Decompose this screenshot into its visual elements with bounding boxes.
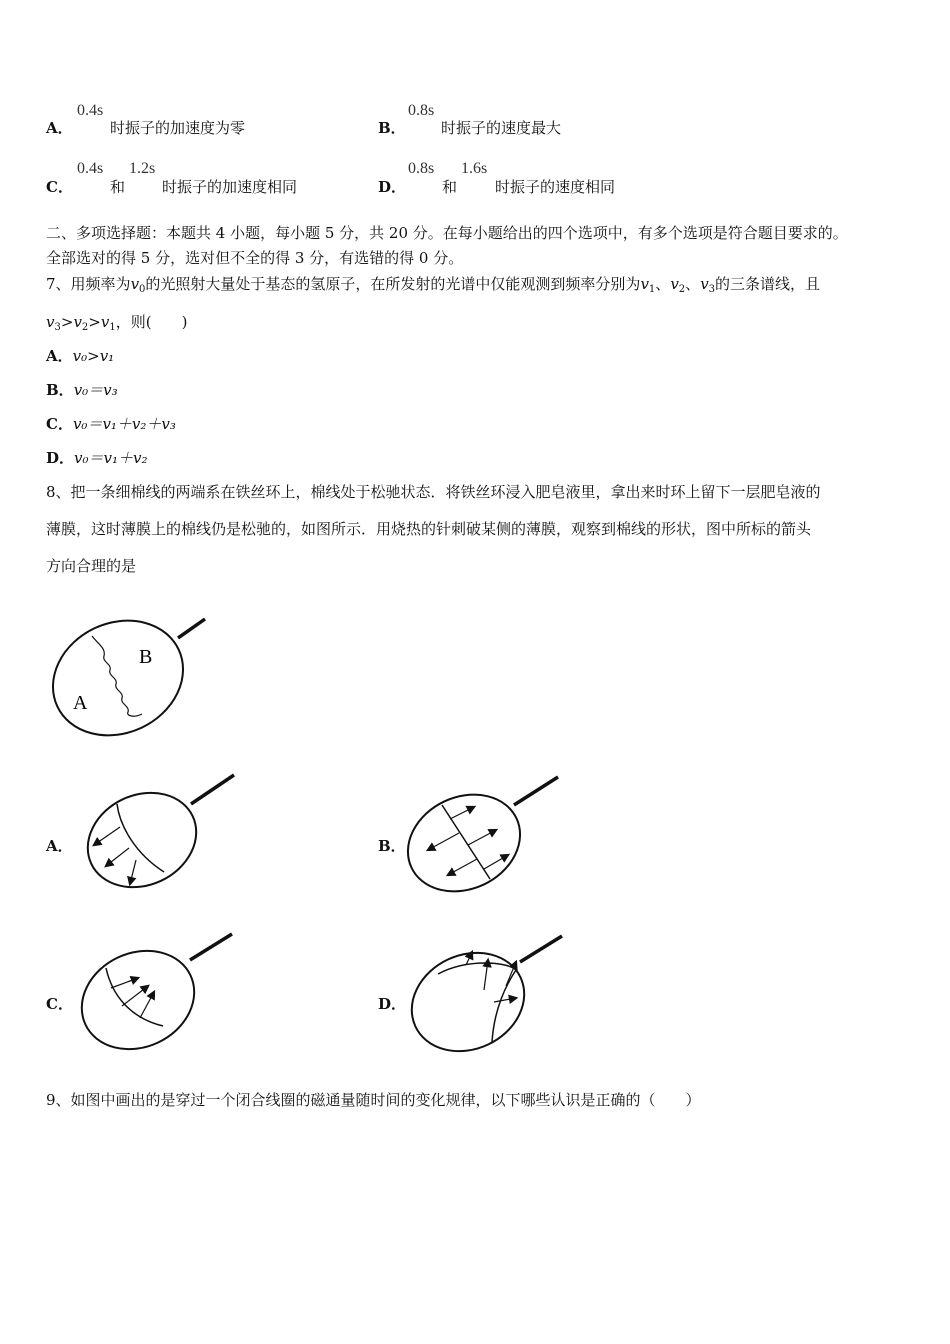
- q6-option-c-letter: C．: [46, 178, 73, 196]
- q6-option-d-letter: D．: [378, 178, 407, 196]
- q8-option-a-letter: A．: [46, 837, 73, 855]
- q8-option-d-letter: D．: [378, 995, 407, 1013]
- q7-option-a: A．v₀>v₁: [46, 347, 115, 365]
- q6-option-c-time1: 0.4s: [77, 160, 104, 177]
- q8-stem-line2: 薄膜，这时薄膜上的棉线仍是松驰的，如图所示．用烧热的针刺破某侧的薄膜，观察到棉线的形状，图中所标的箭头: [46, 520, 812, 538]
- q7-part1: 用频率为: [70, 275, 131, 293]
- q8-stem-line1: 8、把一条细棉线的两端系在铁丝环上，棉线处于松驰状态．将铁丝环浸入肥皂液里，拿出来时环上留下一层肥皂液的: [46, 483, 821, 501]
- q8-option-d-figure: [408, 932, 568, 1057]
- q7-num: 7、: [46, 275, 71, 293]
- q7-cond: ，则( ): [115, 313, 188, 331]
- q6-option-d-time2: 1.6s: [461, 160, 488, 177]
- q8-stem-line3: 方向合理的是: [46, 557, 137, 575]
- q8-main-figure: [40, 610, 220, 745]
- q7-option-d: D．v₀＝v₁＋v₂: [46, 449, 148, 467]
- q6-option-a-text: 时振子的加速度为零: [110, 119, 246, 137]
- q8-option-c-figure: [78, 930, 238, 1055]
- q8-option-b-letter: B．: [378, 837, 406, 855]
- q6-option-b-letter: B．: [378, 119, 406, 137]
- fig-label-b: B: [139, 646, 153, 668]
- q7-stem-line2: $v_3>v_2>v_1$，则( ): [46, 313, 188, 333]
- q6-option-d-time1: 0.8s: [408, 160, 435, 177]
- q6-option-c-time2: 1.2s: [129, 160, 156, 177]
- q6-option-d-and: 和: [442, 178, 458, 196]
- q7-part3: 的三条谱线，且: [715, 275, 821, 293]
- section2-heading-line2: 全部选对的得 5 分，选对但不全的得 3 分，有选错的得 0 分。: [46, 249, 464, 267]
- q7-option-c: C．v₀＝v₁＋v₂＋v₃: [46, 415, 176, 433]
- q6-option-a-time: 0.4s: [77, 102, 104, 119]
- q6-option-c-and: 和: [110, 178, 126, 196]
- fig-label-a: A: [73, 692, 88, 714]
- q8-option-a-figure: [84, 772, 239, 892]
- q7-part2: 的光照射大量处于基态的氢原子，在所发射的光谱中仅能观测到频率分别为: [145, 275, 641, 293]
- q6-option-b-time: 0.8s: [408, 102, 435, 119]
- q8-option-c-letter: C．: [46, 995, 73, 1013]
- section2-heading-line1: 二、多项选择题：本题共 4 小题，每小题 5 分，共 20 分。在每小题给出的四个选项中，有多个选项是符合题目要求的。: [46, 224, 848, 242]
- q6-option-d-text: 时振子的速度相同: [495, 178, 616, 196]
- q7-stem-line1: 7、用频率为$v_0$的光照射大量处于基态的氢原子，在所发射的光谱中仅能观测到频率分别为$v_1$、$v_2$、$v_3$的三条谱线，且: [46, 275, 821, 295]
- q8-option-b-figure: [404, 775, 564, 895]
- q6-option-c-text: 时振子的加速度相同: [162, 178, 298, 196]
- q9-stem: 9、如图中画出的是穿过一个闭合线圈的磁通量随时间的变化规律，以下哪些认识是正确的（ ）: [46, 1091, 701, 1109]
- q6-option-a-letter: A．: [46, 119, 73, 137]
- q6-option-b-text: 时振子的速度最大: [441, 119, 562, 137]
- q7-option-b: B．v₀＝v₃: [46, 381, 118, 399]
